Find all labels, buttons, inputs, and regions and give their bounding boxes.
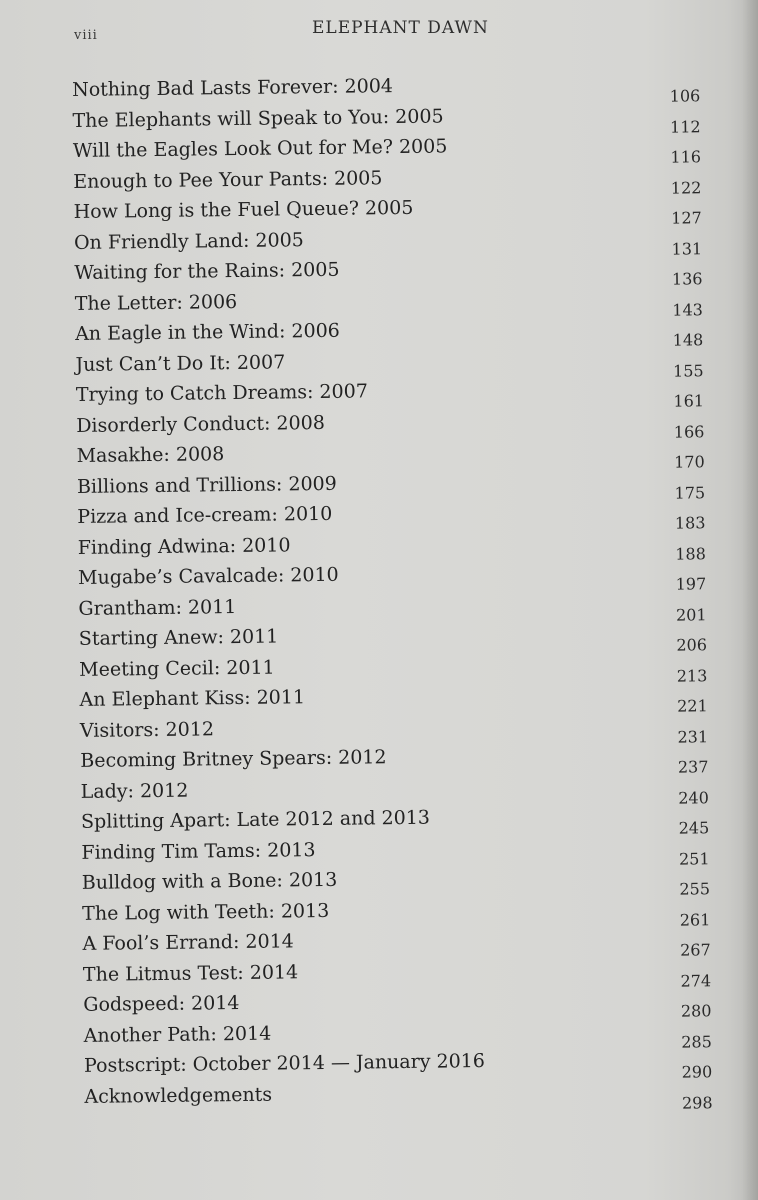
toc-entry-title: Finding Adwina: 2010 <box>77 533 291 559</box>
toc-entry-page-number: 143 <box>672 299 703 320</box>
toc-entry-page-number: 221 <box>677 696 708 716</box>
toc-entry-page-number: 261 <box>679 909 711 930</box>
toc-entry-title: Meeting Cecil: 2011 <box>79 656 275 681</box>
toc-entry-title: Enough to Pee Your Pants: 2005 <box>73 166 383 193</box>
toc-entry-page-number: 155 <box>672 360 704 381</box>
toc-entry-page-number: 136 <box>671 269 703 289</box>
toc-entry-title: Finding Tim Tams: 2013 <box>81 838 316 864</box>
toc-entry-title: Pizza and Ice-cream: 2010 <box>77 502 333 528</box>
toc-entry-page-number: 116 <box>670 147 702 167</box>
toc-entry-title: Masakhe: 2008 <box>76 443 225 467</box>
toc-entry-title: On Friendly Land: 2005 <box>73 228 304 254</box>
toc-entry-title: Starting Anew: 2011 <box>78 625 279 650</box>
toc-entry-title: Splitting Apart: Late 2012 and 2013 <box>80 806 431 833</box>
toc-entry-title: Postscript: October 2014 — January 2016 <box>83 1050 486 1077</box>
toc-entry-page-number: 298 <box>681 1092 713 1113</box>
toc-entry-title: Will the Eagles Look Out for Me? 2005 <box>72 135 448 162</box>
toc-entry-title: Just Can’t Do It: 2007 <box>75 350 286 376</box>
toc-entry-title: Grantham: 2011 <box>78 595 237 620</box>
page-number: viii <box>74 28 98 43</box>
toc-entry-title: Bulldog with a Bone: 2013 <box>81 868 338 894</box>
toc-entry-page-number: 240 <box>678 787 709 808</box>
toc-entry-page-number: 237 <box>677 757 709 777</box>
toc-entry-page-number: 175 <box>674 482 706 503</box>
toc-entry-page-number: 112 <box>669 116 701 137</box>
toc-entry-title: An Elephant Kiss: 2011 <box>79 686 306 711</box>
toc-entry-page-number: 245 <box>678 818 710 838</box>
toc-entry-title: Billions and Trillions: 2009 <box>76 472 337 498</box>
toc-entry-page-number: 206 <box>676 635 708 655</box>
toc-entry-title: Another Path: 2014 <box>83 1022 272 1047</box>
toc-entry-page-number: 166 <box>673 421 705 442</box>
toc-entry-page-number: 274 <box>680 970 712 991</box>
running-title: ELEPHANT DAWN <box>312 18 489 38</box>
page-edge-shadow <box>742 0 758 1200</box>
toc-entry-page-number: 161 <box>673 391 705 411</box>
toc-entry-page-number: 197 <box>675 574 707 594</box>
toc-entry-page-number: 127 <box>671 208 702 228</box>
toc-entry-title: How Long is the Fuel Queue? 2005 <box>73 196 414 223</box>
toc-entry-page-number: 188 <box>675 543 706 564</box>
toc-entry-title: Godspeed: 2014 <box>83 991 240 1016</box>
toc-entry-title: Lady: 2012 <box>80 779 189 803</box>
page-header <box>0 18 758 48</box>
toc-entry-page-number: 122 <box>670 177 702 198</box>
toc-entry-page-number: 201 <box>675 604 707 625</box>
toc-entry-title: Nothing Bad Lasts Forever: 2004 <box>72 75 394 101</box>
toc-entry-title: Acknowledgements <box>84 1083 273 1108</box>
toc-entry-page-number: 231 <box>677 726 709 747</box>
toc-entry-page-number: 290 <box>681 1062 713 1082</box>
toc-entry-title: The Log with Teeth: 2013 <box>82 899 330 925</box>
toc-entry-title: The Elephants will Speak to You: 2005 <box>72 104 444 132</box>
toc-entry-title: The Letter: 2006 <box>74 290 238 315</box>
toc-entry-title: Trying to Catch Dreams: 2007 <box>75 380 368 406</box>
toc-entry-page-number: 285 <box>681 1031 712 1052</box>
toc-entry-page-number: 255 <box>679 879 711 899</box>
toc-entry-page-number: 280 <box>680 1001 712 1021</box>
toc-entry-title: Becoming Britney Spears: 2012 <box>80 746 387 772</box>
table-of-contents <box>0 70 758 1116</box>
toc-entry-page-number: 170 <box>674 452 705 472</box>
toc-entry-title: Waiting for the Rains: 2005 <box>74 258 340 284</box>
toc-entry-title: Mugabe’s Cavalcade: 2010 <box>77 563 339 589</box>
toc-entry-title: An Eagle in the Wind: 2006 <box>74 319 340 345</box>
toc-entry-page-number: 183 <box>674 513 706 533</box>
toc-entry-title: The Litmus Test: 2014 <box>82 960 299 986</box>
toc-entry-page-number: 148 <box>672 330 704 350</box>
toc-entry-title: Visitors: 2012 <box>79 717 215 742</box>
toc-entry-page-number: 106 <box>669 86 701 106</box>
toc-entry-title: Disorderly Conduct: 2008 <box>76 411 325 437</box>
toc-entry-page-number: 213 <box>676 665 708 686</box>
toc-entry-page-number: 251 <box>678 848 710 869</box>
toc-entry-page-number: 131 <box>671 238 703 259</box>
toc-entry-page-number: 267 <box>680 940 711 960</box>
toc-entry-title: A Fool’s Errand: 2014 <box>82 930 294 955</box>
